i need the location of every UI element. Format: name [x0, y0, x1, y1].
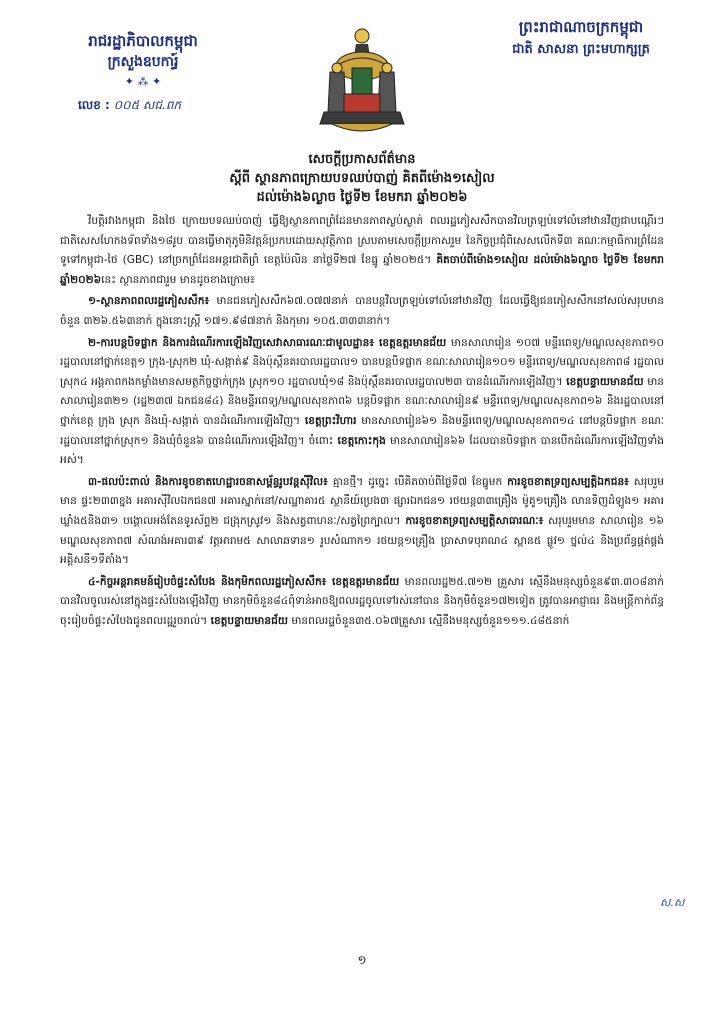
p1-text: មានជនភៀសសឹក៦៧.០៧៧នាក់ បានបន្តវិលត្រឡប់ទៅលំនៅឋានវិញ ដែលធ្វើឱ្យជនភៀសសឹកនៅសល់សរុបមានចំនួន ៣២៦.៥៦៣នាក់ ក្នុងនោះស្ត្រី ១៧១.៩៨៧នាក់ និងកុមារ ១០៥.៣៣៣នាក់។	[60, 295, 664, 327]
kingdom-name: ព្រះរាជាណាចក្រកម្ពុជា	[518, 18, 644, 36]
document-title	[100, 150, 624, 207]
p4-text: មានពលរដ្ឋ២៥.៧១២ គ្រួសារ ស្មើនឹងមនុស្សចំនួន៩៣.៣០៨នាក់ បានវិលចូលរស់នៅក្នុងផ្ទះសំបែងឡើងវិញ មានកុមិចំនួន៨៤ពុំទាន់អាចឱ្យពលរដ្ឋចូលទៅរស់នៅបាន និងកុមិចំនួន១៧២ទៀត ត្រូវបានអាជ្ញាធរ និងមន្ត្រីកាក់ព័ន្ធចុះរៀបចំផ្ទះសំបែងជូនពលរដ្ឋរួចរាល់។	[60, 575, 664, 627]
p3-text: គ្មានថ្មី។ ដូច្នេះ បើគិតចាប់ពីថ្ងៃទី៧ ខែធ្នូមក	[332, 475, 503, 488]
reference-number	[78, 96, 238, 114]
paragraph-3	[60, 473, 664, 571]
title-line-1: សេចក្ដីប្រកាសព័ត៌មាន	[308, 152, 416, 167]
department-name: ក្រសួងឧបការ្ធ៍	[107, 54, 179, 70]
document-body	[60, 212, 664, 631]
page-number: ១	[357, 953, 367, 967]
p3-private-heading: ការខូចខាតទ្រព្យសម្បត្តិឯកជន៖	[507, 475, 629, 488]
paragraph-4	[60, 573, 664, 632]
p3-public-heading: ការខូចខាតទ្រព្យសម្បត្តិសាធារណៈ៖	[405, 514, 544, 527]
intro-end-text: នេះ ស្ថានភាពជារួម មានដូចខាងក្រោម៖	[101, 273, 255, 286]
p4-text-2: មានពលរដ្ឋចំនួន៣៥.០៦៧គ្រួសារ ស្មើនឹងមនុស្សចំនួន១១១.៤៨៥នាក់	[291, 614, 570, 627]
p2-province-3: ខេត្តព្រះវិហារ	[304, 414, 357, 427]
intro-text: វិបត្តិរវាងកម្ពុជា និងថៃ ក្រោយបទឈប់បាញ់ ធ្វើឱ្យស្ថានភាពព្រំដែនមានភាពស្ងប់ស្ងាត់ ពលរដ្ឋភៀសសឹកបានវិលត្រឡប់ទៅលំនៅឋានវិញជាបណ្ដើរៗ ជាតិសេសហែកងទ័ពទាំង១៨រូប បានធ្វើមាតុភូមិនិវត្តន៍ប្រកបដោយសុវត្ថិភាព ស្របតាមសេចក្ដីប្រកាសរួម នៃកិច្ចប្រជុំពិសេសលើកទី៣ គណៈកម្មាធិការព្រំដែនទូទៅកម្ពុជា-ថៃ (GBC) នៅច្រកព្រំដែនអន្តរជាតិព្រំ ខេត្តប៉ៃលិន នាថ្ងៃទី២៧ ខែធ្នូ ឆ្នាំ២០២៥។	[60, 215, 664, 267]
kingdom-header	[470, 16, 692, 60]
title-line-3: ដល់ម៉ោង៦ល្ងាច ថ្ងៃទី២ ខែមករា ឆ្នាំ២០២៦	[256, 190, 468, 205]
p3-text-2: សរុបរួមមាន ផ្ទះ២៣៣ខ្នង អគារស៊ីវិលឯកជន៧ អគារស្នាក់នៅ/សណ្ឋាគារ៥ ស្ថានីយ៍ប្រេង៣ ផ្សារឯកជន១ រថយន្ត៣៣គ្រឿង ម៉ូតូ១គ្រឿង លានទិញដំឡូង១ អគារឃ្លាំង៥និង៣១ បង្គោលអង់តែនទូរស័ព្ទ២ ជង្រុកស្រូវ១ និងសត្វពាហនៈ/សត្វព្រៃក្បាល។	[60, 475, 664, 527]
paragraph-intro	[60, 212, 664, 290]
initial-signature: ស.ស	[660, 896, 685, 909]
p4-heading: ៤-កិច្ចអន្តរាគមន៍រៀបចំផ្ទះសំបែង និងកុមិកពលរដ្ឋភៀសសឹក៖ ខេត្តឧត្ដរមានជ័យ	[88, 575, 400, 588]
royal-emblem-icon	[314, 20, 410, 142]
p2-text: មានសាលារៀន ១០៧ មន្ទីរពេទ្យ/មណ្ឌលសុខភាព១០ រដ្ឋបាលនៅថ្នាក់ខេត្ត១ ក្រុង-ស្រុក២ ឃុំ-សង្កាត់៩ និងប៉ុស្តិ៍នគរបាលរដ្ឋបាល១ បានបន្តបិទផ្លាក ខណៈសាលារៀន១០១ មន្ទីរពេទ្យ/មណ្ឌលសុខភាព៨ រដ្ឋបាលស្រុក៤ អង្គភាពកងកម្លាំងមានសមត្ថកិច្ចថ្នាក់ក្រុង ស្រុក១០ រដ្ឋបាលឃុំ១៨ និងប៉ុស្តិ៍នគរបាលរដ្ឋបាល២៣ បានដំណើរការឡើងវិញ។	[60, 336, 664, 388]
p2-province-4: ខេត្តកោះកុង	[337, 434, 386, 447]
ministry-name: រាជរដ្ឋាភិបាលកម្ពុជា	[88, 32, 198, 50]
p1-heading: ១-ស្ថានភាពពលរដ្ឋភៀសសឹក៖	[88, 295, 210, 308]
national-motto: ជាតិ សាសនា ព្រះមហាក្សត្រ	[512, 42, 650, 57]
ministry-header	[48, 30, 238, 114]
title-line-2: ស្ដីពី ស្ថានភាពក្រោយបទឈប់បាញ់ គិតពីម៉ោង១សៀល	[229, 171, 495, 186]
p3-text-3: សរុបរួមមាន សាលារៀន ១៦ មណ្ឌលសុខភាព៧ សំណង់អគារ៣៩ វត្តអារាម៥ សាលាឆទាន១ រូបសំណាក១ រថយន្ត១គ្រឿង ប្រាសាទបុរាណ៤ ស្ពាន៥ ផ្លូវ១ ថ្នល់៤ និងប្រព័ន្ធផ្គត់ផ្គង់អគ្គិសនី១ទីតាំង។	[60, 514, 665, 567]
p2-text-3: មានសាលារៀន៦១ និងមន្ទីរពេទ្យ/មណ្ឌលសុខភាព១៤ នៅបន្តបិទផ្លាក ខណៈរដ្ឋបាលនៅថ្នាក់ស្រុក១ និងឃុំចំនួន៦ បានដំណើរការឡើងវិញ។ ចំពោះ	[60, 414, 664, 447]
p2-heading: ២-ការបន្តបិទផ្លាក និងការដំណើរការឡើងវិញសេវាសាធារណៈជាមូលដ្ឋាន៖ ខេត្តឧត្ដរមានជ័យ	[88, 336, 447, 349]
p2-text-4: មានសាលារៀន៦៦ ដែលបានបិទផ្លាក បានបើកដំណើរការឡើងវិញទាំងអស់។	[60, 434, 664, 467]
reference-value: ០០៥ សជ.ពក	[113, 98, 182, 112]
p2-province-2: ខេត្តបន្ទាយមានជ័យ	[566, 375, 644, 388]
p4-province-2: ខេត្តបន្ទាយមានជ័យ	[210, 614, 288, 627]
paragraph-2	[60, 334, 664, 471]
p2-text-2: មានសាលារៀន៣២១ (រដ្ឋ២៣៧ ឯកជន៨៤) និងមន្ទីរពេទ្យ/មណ្ឌលសុខភាព៦ បន្តបិទផ្លាក ខណៈសាលារៀន៩ មន្ទីរពេទ្យ/មណ្ឌលសុខភាព១៦ និងរដ្ឋបាលនៅថ្នាក់ខេត្ត ក្រុង ស្រុក និងឃុំ-សង្កាត់ បានដំណើរការឡើងវិញ។	[60, 375, 664, 427]
paragraph-1	[60, 292, 664, 331]
ornament-divider: ✦ ⁂ ✦	[124, 75, 162, 88]
p3-heading: ៣-ផលប៉ះពាល់ និងការខូចខាតហេដ្ឋារចនាសម្ព័ន្ធរូបវន្តស៊ីវិល៖	[88, 475, 328, 488]
intro-bold-text: គិតចាប់ពីម៉ោង១សៀល ដល់ម៉ោង៦ល្ងាច ថ្ងៃទី២ ខែមករា ឆ្នាំ២០២៦	[60, 254, 664, 286]
reference-label: លេខ :	[78, 98, 110, 112]
